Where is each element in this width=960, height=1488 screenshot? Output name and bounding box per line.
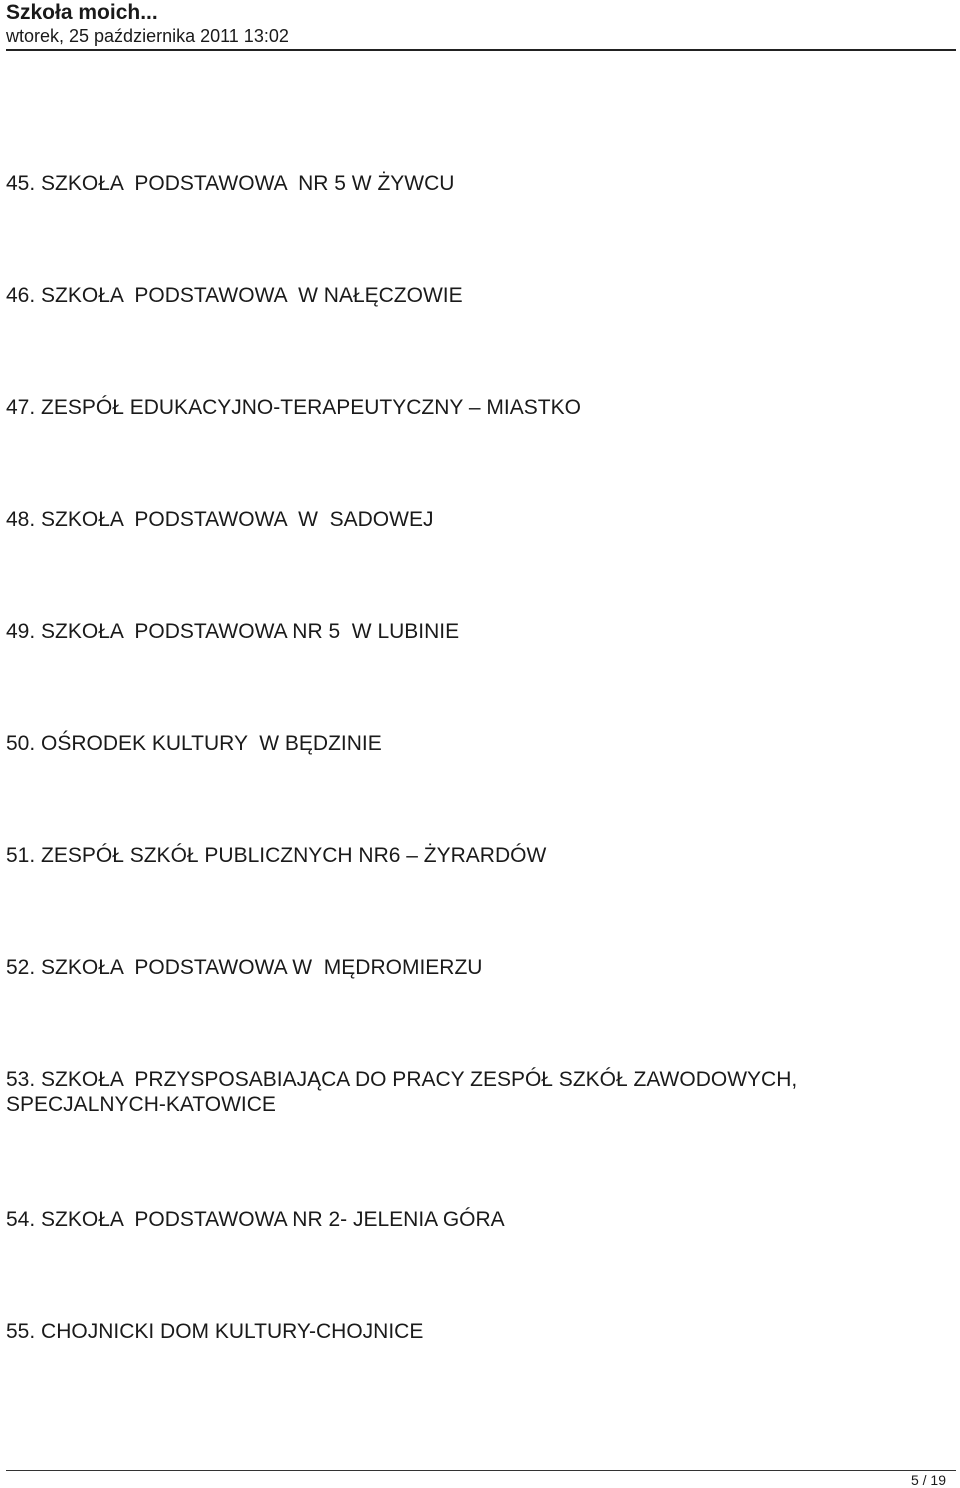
list-item: 53. SZKOŁA PRZYSPOSABIAJĄCA DO PRACY ZESPÓŁ SZKÓŁ ZAWODOWYCH, SPECJALNYCH-KATOWICE <box>6 1068 804 1116</box>
page-number: 5 / 19 <box>910 1472 946 1488</box>
page-header <box>6 0 956 47</box>
header-divider <box>6 49 956 51</box>
list-item: 46. SZKOŁA PODSTAWOWA W NAŁĘCZOWIE <box>6 284 463 307</box>
list-item: 54. SZKOŁA PODSTAWOWA NR 2- JELENIA GÓRA <box>6 1208 505 1231</box>
list-item: 48. SZKOŁA PODSTAWOWA W SADOWEJ <box>6 508 434 531</box>
list-item: 51. ZESPÓŁ SZKÓŁ PUBLICZNYCH NR6 – ŻYRARDÓW <box>6 844 547 867</box>
list-item: 52. SZKOŁA PODSTAWOWA W MĘDROMIERZU <box>6 956 483 979</box>
site-title: Szkoła moich... <box>6 1 158 24</box>
list-item: 55. CHOJNICKI DOM KULTURY-CHOJNICE <box>6 1320 424 1343</box>
list-item: 49. SZKOŁA PODSTAWOWA NR 5 W LUBINIE <box>6 620 460 643</box>
list-item: 45. SZKOŁA PODSTAWOWA NR 5 W ŻYWCU <box>6 172 455 195</box>
list-item: 47. ZESPÓŁ EDUKACYJNO-TERAPEUTYCZNY – MIASTKO <box>6 396 581 419</box>
post-date: wtorek, 25 października 2011 13:02 <box>6 26 289 46</box>
footer-divider <box>6 1470 956 1471</box>
list-item: 50. OŚRODEK KULTURY W BĘDZINIE <box>6 732 382 755</box>
